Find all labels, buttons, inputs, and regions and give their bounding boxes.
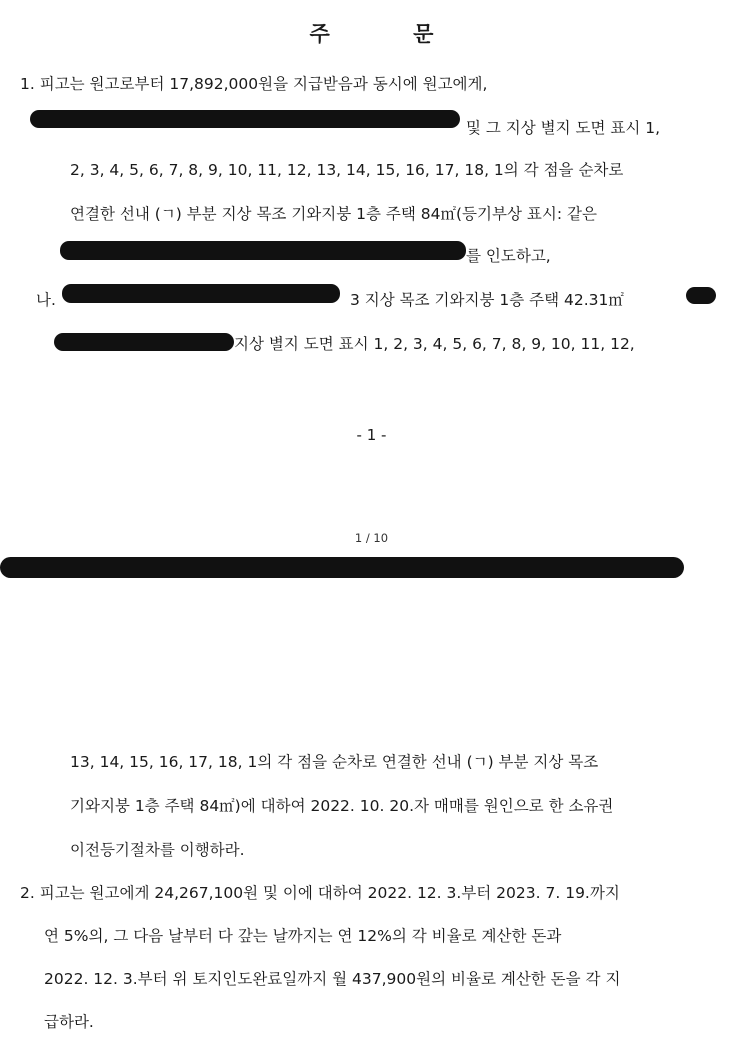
item-2-line1: 2. 피고는 원고에게 24,267,100원 및 이에 대하여 2022. 12. 3.부터 2023. 7. 19.까지 — [20, 884, 620, 902]
item-1-intro: 1. 피고는 원고로부터 17,892,000원을 지급받음과 동시에 원고에게, — [20, 75, 488, 93]
redaction-bar — [54, 333, 234, 351]
item-na-line2-tail: 지상 별지 도면 표시 1, 2, 3, 4, 5, 6, 7, 8, 9, 10, 11, 12, — [234, 335, 635, 353]
item-2-line4: 급하라. — [44, 1013, 94, 1031]
document-title: 주 문 — [309, 22, 472, 46]
item-ga-line4-tail: 를 인도하고, — [466, 247, 551, 265]
item-na-line1-tail: 3 지상 목조 기와지붕 1층 주택 42.31㎡ — [350, 291, 624, 309]
item-ga-line2: 2, 3, 4, 5, 6, 7, 8, 9, 10, 11, 12, 13, 14, 15, 16, 17, 18, 1의 각 점을 순차로 — [70, 161, 624, 179]
page2-line1: 13, 14, 15, 16, 17, 18, 1의 각 점을 순차로 연결한 선내 (ㄱ) 부분 지상 목조 — [70, 753, 599, 771]
redaction-bar — [30, 110, 460, 128]
redaction-bar — [686, 287, 716, 304]
item-na-label: 나. — [36, 291, 56, 309]
redaction-bar — [62, 284, 340, 303]
page2-line2: 기와지붕 1층 주택 84㎡)에 대하여 2022. 10. 20.자 매매를 원인으로 한 소유권 — [70, 797, 614, 815]
page-counter: 1 / 10 — [354, 531, 389, 545]
redaction-bar — [0, 557, 684, 578]
page2-line3: 이전등기절차를 이행하라. — [70, 841, 245, 859]
page-number: - 1 - — [356, 426, 387, 444]
item-ga-line3: 연결한 선내 (ㄱ) 부분 지상 목조 기와지붕 1층 주택 84㎡(등기부상 표시: 같은 — [70, 205, 597, 223]
item-2-line2: 연 5%의, 그 다음 날부터 다 갚는 날까지는 연 12%의 각 비율로 계산한 돈과 — [44, 927, 562, 945]
item-2-line3: 2022. 12. 3.부터 위 토지인도완료일까지 월 437,900원의 비율로 계산한 돈을 각 지 — [44, 970, 621, 988]
redaction-bar — [60, 241, 466, 260]
item-ga-line1-tail: 및 그 지상 별지 도면 표시 1, — [466, 119, 661, 137]
